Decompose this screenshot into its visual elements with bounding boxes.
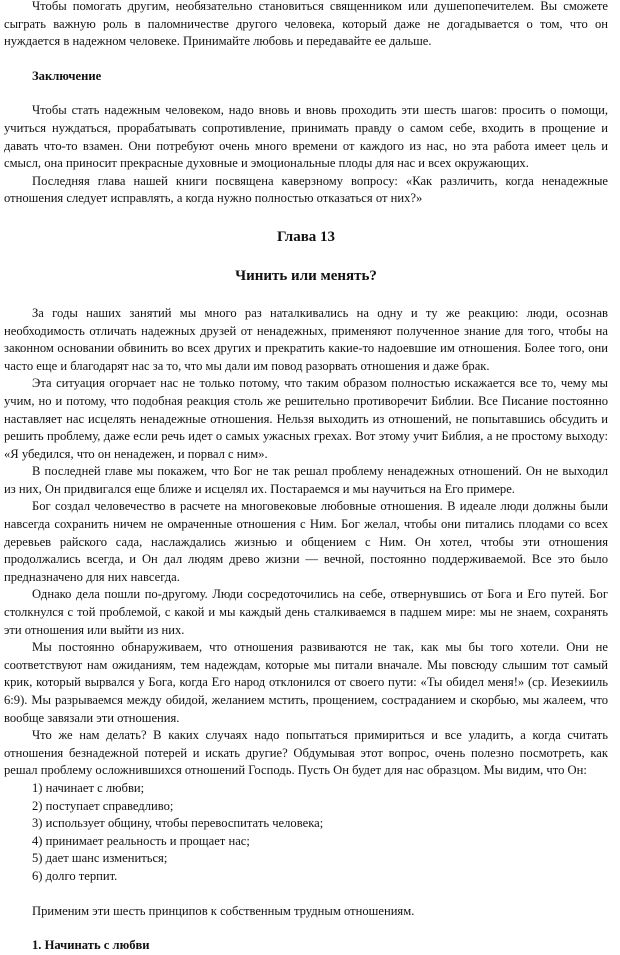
- conclusion-paragraph-2: Последняя глава нашей книги посвящена каверзному вопросу: «Как различить, когда ненадежные отношения следует исправлять, а когда нужно полностью отказаться от них?»: [4, 173, 608, 206]
- chapter-paragraph-4: Бог создал человечество в расчете на многовековые любовные отношения. В идеале люди должны были навсегда сохранить ничем не омраченные отношения с Ним. Бог желал, чтобы они питались плодами со всех деревьев райского сада, наслаждались жизнью и общением с Ним. Он хотел, чтобы эти отношения продолжались всегда, и Он дал людям древо жизни — вечной, постоянно поддерживаемой. Все это было предназначено для них навсегда.: [4, 499, 608, 584]
- principle-item: 1) начинает с любви;: [32, 780, 145, 795]
- chapter-paragraph-6: Мы постоянно обнаруживаем, что отношения развиваются не так, как мы бы того хотели. Они не соответствуют нам ожиданиям, тем надеждам, которые мы питали вначале. Мы повсюду слышим тот самый крик, который вырвался у Бога, когда Его народ отклонился от своего пути: «Ты обидел меня!» (ср. Иезекииль 6:9). Мы разрываемся между обидой, желанием мстить, прощением, состраданием и скорбью, мы жалеем, что вообще завязали эти отношения.: [4, 640, 608, 725]
- spacer: [4, 286, 608, 305]
- chapter-number: Глава 13: [276, 228, 336, 245]
- principle-item: 2) поступает справедливо;: [32, 798, 174, 813]
- principle-item: 3) использует общину, чтобы перевоспитать человека;: [32, 816, 324, 831]
- chapter-title: Чинить или менять?: [235, 267, 377, 284]
- chapter-paragraph-5: Однако дела пошли по-другому. Люди сосредоточились на себе, отвернувшись от Бога и Его путей. Бог столкнулся с той проблемой, с какой и мы каждый день сталкиваемся в падшем мире: мы не знаем, сохранять эти отношения или выйти из них.: [4, 587, 608, 637]
- spacer: [4, 886, 608, 903]
- chapter-paragraph-2: Эта ситуация огорчает нас не только потому, что таким образом полностью искажается все то, чему мы учим, но и потому, что подобная реакция столь же решительно противоречит Библии. Все Писание постоянно наставляет нас исцелять ненадежные отношения. Нельзя выходить из отношений, не попытавшись обсудить и решить проблему, даже если речь идет о самых ужасных грехах. Вот этому учит Библия, а не простому выходу: «Я убедился, что он ненадежен, и порвал с ним».: [4, 376, 608, 461]
- closing-paragraph: Применим эти шесть принципов к собственным трудным отношениям.: [32, 903, 415, 918]
- conclusion-heading: Заключение: [32, 68, 102, 83]
- chapter-paragraph-7: Что же нам делать? В каких случаях надо попытаться примириться и все уладить, а когда считать отношения безнадежной потерей и искать другие? Обдумывая этот вопрос, очень полезно посмотреть, как решал проблему осложнившихся отношений Господь. Пусть Он будет для нас образцом. Мы видим, что Он:: [4, 728, 608, 778]
- spacer: [4, 51, 608, 68]
- subsection-heading: 1. Начинать с любви: [32, 938, 150, 953]
- conclusion-paragraph-1: Чтобы стать надежным человеком, надо вновь и вновь проходить эти шесть шагов: просить о помощи, учиться нуждаться, прорабатывать сопротивление, принимать правду о самом себе, входить в прощение и давать что-то взамен. Они потребуют очень много времени от каждого из нас, но эта работа имеет цель и смысл, она приносит прекрасные духовные и эмоциональные плоды для нас и всех окружающих.: [4, 103, 608, 171]
- intro-paragraph: Чтобы помогать другим, необязательно становиться священником или душепопечителем. Вы сможете сыграть важную роль в паломничестве другого человека, который даже не догадывается о том, что он нуждается в надежном человеке. Принимайте любовь и передавайте ее дальше.: [4, 0, 608, 49]
- spacer: [4, 208, 608, 227]
- chapter-paragraph-1: За годы наших занятий мы много раз наталкивались на одну и ту же реакцию: люди, осознав необходимость отличать надежных друзей от ненадежных, применяют полученное знание для того, чтобы на законном основании обвинить во всех других и прекратить какие-то надоевшие им отношения. Более того, они часто еще и благодарят нас за то, что мы дали им повод разорвать отношения и даже брак.: [4, 305, 608, 373]
- principle-item: 5) дает шанс измениться;: [32, 851, 168, 866]
- principle-item: 6) долго терпит.: [32, 868, 118, 883]
- spacer: [4, 920, 608, 937]
- chapter-paragraph-3: В последней главе мы покажем, что Бог не так решал проблему ненадежных отношений. Он не выходил из них, Он придвигался еще ближе и исцелял их. Постараемся и мы научиться на Его примере.: [4, 464, 608, 496]
- principle-item: 4) принимает реальность и прощает нас;: [32, 833, 250, 848]
- spacer: [4, 85, 608, 102]
- spacer: [4, 247, 608, 266]
- principles-list: [4, 780, 608, 886]
